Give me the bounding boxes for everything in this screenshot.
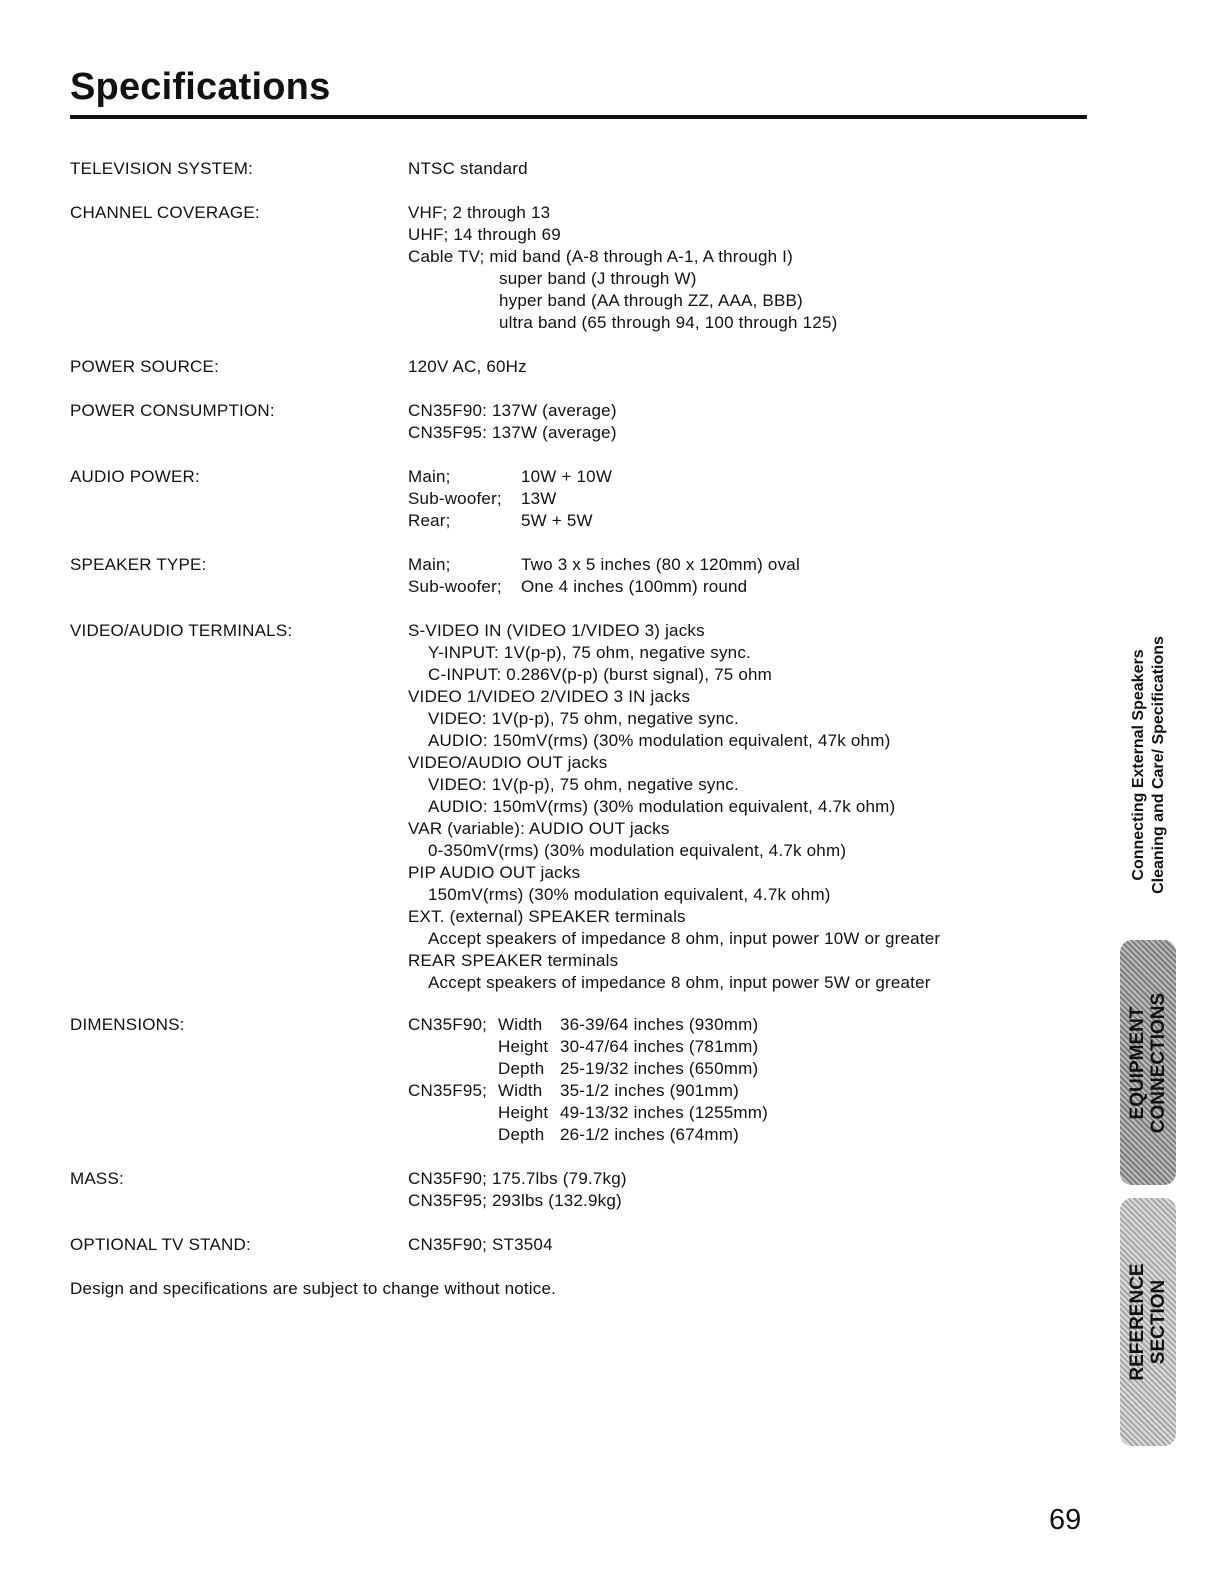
tab-reference-section[interactable] bbox=[1120, 1198, 1176, 1446]
spec-line bbox=[408, 488, 612, 510]
spec-label: AUDIO POWER: bbox=[70, 467, 200, 486]
spec-label: POWER SOURCE: bbox=[70, 357, 220, 376]
spec-line: VIDEO 1/VIDEO 2/VIDEO 3 IN jacks bbox=[408, 687, 691, 706]
spec-val: Two 3 x 5 inches (80 x 120mm) oval bbox=[521, 555, 800, 574]
model-key: CN35F95; bbox=[408, 1081, 488, 1100]
side-nav-current-section bbox=[1124, 615, 1174, 915]
tab-label-line: REFERENCE bbox=[1127, 1263, 1148, 1381]
spec-line: Accept speakers of impedance 8 ohm, input power 5W or greater bbox=[428, 973, 931, 992]
spec-val: 10W + 10W bbox=[521, 467, 613, 486]
spec-value bbox=[408, 554, 800, 598]
spec-line: EXT. (external) SPEAKER terminals bbox=[408, 907, 686, 926]
spec-line bbox=[408, 1014, 768, 1036]
dim-key: Height bbox=[498, 1037, 549, 1056]
spec-label: CHANNEL COVERAGE: bbox=[70, 203, 260, 222]
spec-value bbox=[408, 1234, 553, 1256]
spec-value bbox=[408, 1168, 627, 1212]
dim-val: 35-1/2 inches (901mm) bbox=[560, 1081, 739, 1100]
spec-label: TELEVISION SYSTEM: bbox=[70, 159, 254, 178]
dim-key: Height bbox=[498, 1103, 549, 1122]
side-nav-line: Connecting External Speakers bbox=[1130, 649, 1147, 881]
spec-line: VHF; 2 through 13 bbox=[408, 203, 551, 222]
spec-line bbox=[408, 1102, 768, 1124]
spec-key: Main; bbox=[408, 555, 451, 574]
spec-line: VIDEO: 1V(p-p), 75 ohm, negative sync. bbox=[428, 709, 739, 728]
dim-val: 26-1/2 inches (674mm) bbox=[560, 1125, 739, 1144]
page-title: Specifications bbox=[70, 66, 331, 108]
tab-label bbox=[1127, 1202, 1169, 1442]
spec-line: AUDIO: 150mV(rms) (30% modulation equivalent, 4.7k ohm) bbox=[428, 797, 896, 816]
spec-key: Main; bbox=[408, 467, 451, 486]
spec-key: Sub-woofer; bbox=[408, 577, 502, 596]
dim-key: Width bbox=[498, 1081, 543, 1100]
spec-val: 5W + 5W bbox=[521, 511, 593, 530]
tab-label-line: CONNECTIONS bbox=[1148, 992, 1169, 1133]
spec-value bbox=[408, 1014, 768, 1146]
spacer bbox=[408, 1036, 498, 1058]
spec-line: CN35F95: 137W (average) bbox=[408, 423, 617, 442]
dim-key: Depth bbox=[498, 1059, 545, 1078]
spacer bbox=[408, 1058, 498, 1080]
spacer bbox=[408, 1102, 498, 1124]
spec-line: 150mV(rms) (30% modulation equivalent, 4.7k ohm) bbox=[428, 885, 831, 904]
spec-line: AUDIO: 150mV(rms) (30% modulation equivalent, 47k ohm) bbox=[428, 731, 891, 750]
spec-key: Rear; bbox=[408, 511, 451, 530]
tab-label bbox=[1127, 943, 1169, 1183]
tab-equipment-connections[interactable] bbox=[1120, 940, 1176, 1185]
spec-line: S-VIDEO IN (VIDEO 1/VIDEO 3) jacks bbox=[408, 621, 705, 640]
spec-key: Sub-woofer; bbox=[408, 489, 502, 508]
spec-line: UHF; 14 through 69 bbox=[408, 225, 561, 244]
side-nav-label bbox=[1129, 615, 1169, 915]
spec-line: PIP AUDIO OUT jacks bbox=[408, 863, 581, 882]
spec-line: CN35F90; 175.7lbs (79.7kg) bbox=[408, 1169, 627, 1188]
spec-line: REAR SPEAKER terminals bbox=[408, 951, 619, 970]
spec-line: Accept speakers of impedance 8 ohm, input power 10W or greater bbox=[428, 929, 941, 948]
spec-line: VIDEO: 1V(p-p), 75 ohm, negative sync. bbox=[428, 775, 739, 794]
spec-line bbox=[408, 1124, 768, 1146]
dim-key: Depth bbox=[498, 1125, 545, 1144]
spacer bbox=[408, 1124, 498, 1146]
spec-line: CN35F90: 137W (average) bbox=[408, 401, 617, 420]
spec-line: 120V AC, 60Hz bbox=[408, 357, 527, 376]
spec-label: VIDEO/AUDIO TERMINALS: bbox=[70, 621, 293, 640]
tab-label-line: SECTION bbox=[1148, 1279, 1169, 1365]
footnote: Design and specifications are subject to change without notice. bbox=[70, 1279, 557, 1298]
page-number: 69 bbox=[1049, 1504, 1082, 1536]
tab-label-line: EQUIPMENT bbox=[1127, 1006, 1148, 1119]
spec-val: One 4 inches (100mm) round bbox=[521, 577, 748, 596]
spec-value bbox=[408, 466, 612, 532]
spec-line: Cable TV; mid band (A-8 through A-1, A through I) bbox=[408, 247, 793, 266]
spec-line: VAR (variable): AUDIO OUT jacks bbox=[408, 819, 670, 838]
spec-label: POWER CONSUMPTION: bbox=[70, 401, 275, 420]
spec-line bbox=[408, 510, 612, 532]
spec-line bbox=[408, 1058, 768, 1080]
dim-val: 36-39/64 inches (930mm) bbox=[560, 1015, 759, 1034]
spec-line: Y-INPUT: 1V(p-p), 75 ohm, negative sync. bbox=[428, 643, 751, 662]
spec-val: 13W bbox=[521, 489, 557, 508]
title-rule bbox=[70, 115, 1087, 119]
model-key: CN35F90; bbox=[408, 1015, 488, 1034]
spec-line: super band (J through W) bbox=[499, 269, 697, 288]
spec-line: VIDEO/AUDIO OUT jacks bbox=[408, 753, 608, 772]
spec-line bbox=[408, 1080, 768, 1102]
spec-line bbox=[408, 576, 800, 598]
dim-val: 30-47/64 inches (781mm) bbox=[560, 1037, 759, 1056]
spec-value bbox=[408, 202, 837, 334]
dim-val: 25-19/32 inches (650mm) bbox=[560, 1059, 759, 1078]
spec-line: CN35F90; ST3504 bbox=[408, 1235, 553, 1254]
spec-line bbox=[408, 1036, 768, 1058]
spec-label: SPEAKER TYPE: bbox=[70, 555, 207, 574]
spec-line: hyper band (AA through ZZ, AAA, BBB) bbox=[499, 291, 803, 310]
spec-line bbox=[408, 554, 800, 576]
spec-value bbox=[408, 356, 527, 378]
spec-label: DIMENSIONS: bbox=[70, 1015, 185, 1034]
spec-value bbox=[408, 620, 940, 994]
spec-line: C-INPUT: 0.286V(p-p) (burst signal), 75 ohm bbox=[428, 665, 773, 684]
dim-key: Width bbox=[498, 1015, 543, 1034]
spec-line: 0-350mV(rms) (30% modulation equivalent, 4.7k ohm) bbox=[428, 841, 847, 860]
spec-label: OPTIONAL TV STAND: bbox=[70, 1235, 251, 1254]
spec-value bbox=[408, 158, 528, 180]
spec-label: MASS: bbox=[70, 1169, 124, 1188]
side-nav-line: Cleaning and Care/ Specifications bbox=[1150, 636, 1167, 894]
spec-line: ultra band (65 through 94, 100 through 125) bbox=[499, 313, 838, 332]
spec-line: CN35F95; 293lbs (132.9kg) bbox=[408, 1191, 622, 1210]
dim-val: 49-13/32 inches (1255mm) bbox=[560, 1103, 768, 1122]
spec-line bbox=[408, 466, 612, 488]
spec-value bbox=[408, 400, 617, 444]
spec-line: NTSC standard bbox=[408, 159, 528, 178]
